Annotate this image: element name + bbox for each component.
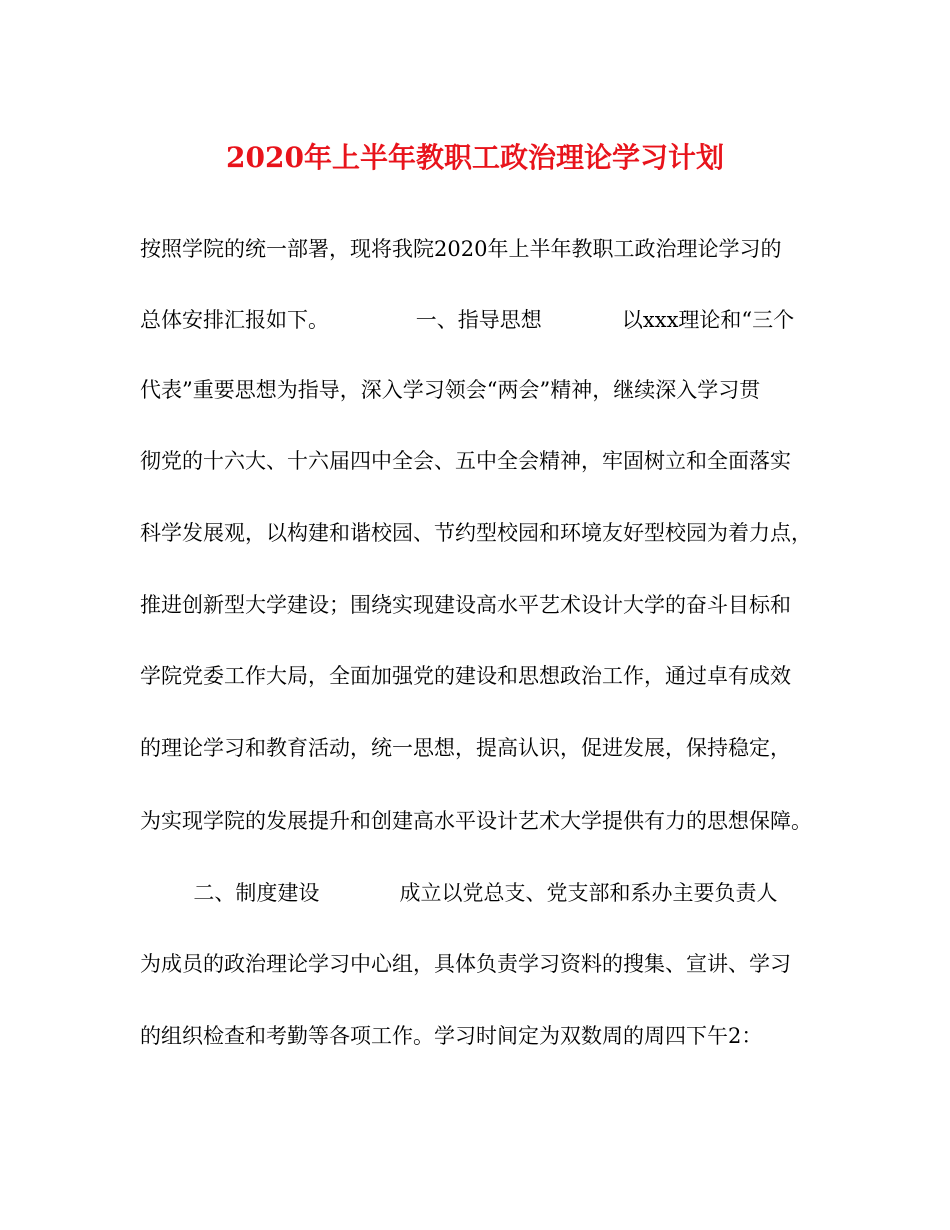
paragraph-line: 学院党委工作大局，全面加强党的建设和思想政治工作，通过卓有成效 (140, 664, 791, 688)
paragraph-line: 为实现学院的发展提升和创建高水平设计艺术大学提供有力的思想保障。 (140, 809, 812, 833)
paragraph-line: 的理论学习和教育活动，统一思想，提高认识，促进发展，保持稳定， (140, 736, 791, 760)
paragraph-line: 总体安排汇报如下。 一、指导思想 以xxx理论和“三个 (140, 308, 795, 332)
paragraph-line: 二、制度建设 成立以党总支、党支部和系办主要负责人 (140, 881, 778, 905)
paragraph-line: 科学发展观，以构建和谐校园、节约型校园和环境友好型校园为着力点， (140, 521, 812, 545)
document-title: 2020年上半年教职工政治理论学习计划 (226, 141, 724, 174)
paragraph-line: 彻党的十六大、十六届四中全会、五中全会精神，牢固树立和全面落实 (140, 449, 791, 473)
paragraph-line: 为成员的政治理论学习中心组，具体负责学习资料的搜集、宣讲、学习 (140, 952, 791, 976)
paragraph-line: 的组织检查和考勤等各项工作。学习时间定为双数周的周四下午2： (140, 1024, 763, 1048)
paragraph-line: 推进创新型大学建设；围绕实现建设高水平艺术设计大学的奋斗目标和 (140, 593, 791, 617)
paragraph-line: 代表”重要思想为指导，深入学习领会“两会”精神，继续深入学习贯 (140, 378, 761, 402)
paragraph-line: 按照学院的统一部署，现将我院2020年上半年教职工政治理论学习的 (140, 237, 782, 261)
